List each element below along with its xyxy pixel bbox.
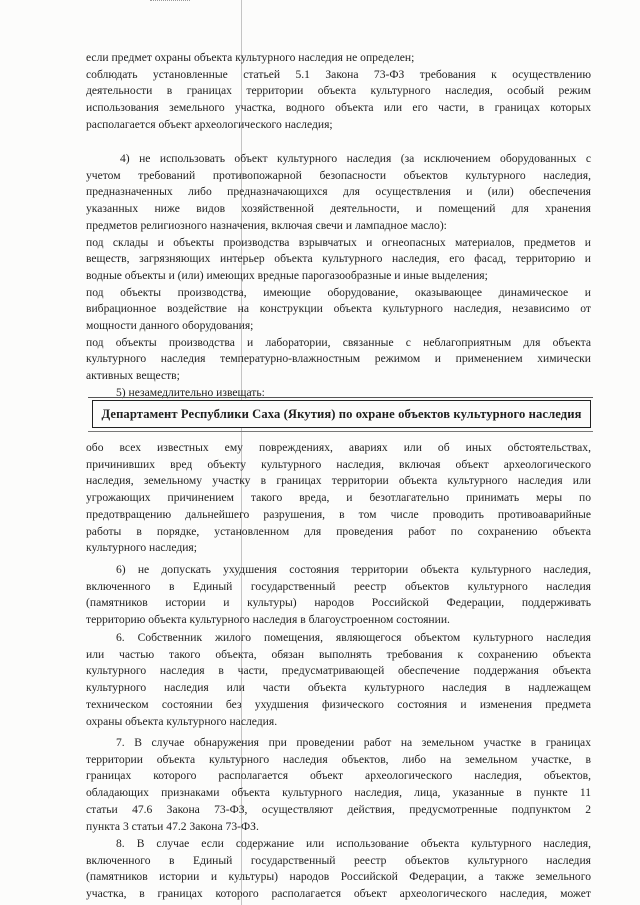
text-line: соблюдать установленные статьей 5.1 Закона 73-ФЗ требования к осуществлению [86,67,591,81]
text-line: учетом требований противопожарной безопасности объектов культурного наследия, [86,168,591,182]
text-line: мощности данного оборудования; [86,319,254,333]
text-line: работы в порядке, установленном для проведения работ по сохранению объекта [86,524,591,538]
text-line: 8. В случае если содержание или использование объекта культурного наследия, [116,837,591,850]
text-line: статьи 47.6 Закона 73-ФЗ, осуществляют действия, предусмотренные подпунктом 2 [86,802,591,816]
text-line: включенного в Единый государственный реестр объектов культурного наследия [86,579,591,593]
text-line: использования земельного участка, водного объекта или его части, в границах которых [86,101,591,115]
text-line: участка, в границах которого располагается объект археологического наследия, может [86,887,591,901]
text-line: 7. В случае обнаружения при проведении работ на земельном участке в границах [116,736,591,749]
text-line: культурного наследия температурно-влажностным режимом и применением химически [86,352,591,366]
text-line: обладающих признаками объекта культурного наследия, лица, указанные в пункте 11 [86,786,591,800]
text-line: включенного в Единый государственный реестр объектов культурного наследия [86,853,591,867]
text-line: наследия, земельному участку в границах территории объекта культурного наследия или [86,474,591,488]
text-line: 6) не допускать ухудшения состояния территории объекта культурного наследия, [116,563,591,576]
text-line: территорию объекта культурного наследия в благоустроенном состоянии. [86,613,450,627]
text-line: (памятников истории и культуры) народов Российской Федерации, поддерживать [86,596,591,610]
text-line: обо всех известных ему повреждениях, авариях или об иных обстоятельствах, [86,441,591,454]
text-line: 5) незамедлительно извещать: [116,385,265,399]
text-line: территории объекта культурного наследия объектов, либо на земельном участке, в [86,752,591,766]
text-line: если предмет охраны объекта культурного наследия не определен; [86,51,415,64]
text-line: деятельности в границах территории объекта культурного наследия, особый режим [86,84,591,98]
text-line: под объекты производства и лаборатории, связанные с неблагоприятным для объекта [86,335,591,349]
text-line: предотвращению дальнейшего разрушения, в том числе проводить противоаварийные [86,507,591,521]
text-line: причинивших вред объекту культурного наследия, включая объект археологического [86,457,591,471]
text-line: предметов религиозного назначения, включая свечи и лампадное масло): [86,218,447,232]
text-line: 6. Собственник жилого помещения, являющегося объектом культурного наследия [116,631,591,644]
paragraph-item-4-5 [86,151,591,402]
text-line: 4) не использовать объект культурного наследия (за исключением оборудованных с [120,152,591,165]
text-line: или частью такого объекта, обязан выполнять требования к сохранению объекта [86,647,591,661]
text-line: охраны объекта культурного наследия. [86,714,278,728]
text-line: пункта 3 статьи 47.2 Закона 73-ФЗ. [86,819,259,833]
scan-mark [150,0,190,5]
text-line: под объекты производства, имеющие оборудование, оказывающее динамическое и [86,285,591,299]
text-line: водные объекты и (или) имеющих вредные парогазообразные и иные выделения; [86,268,488,282]
text-line: техническом состоянии без ухудшения физического состояния и изменения предмета [86,697,591,711]
paragraph-section-6 [86,630,591,730]
department-stamp: Департамент Республики Саха (Якутия) по охране объектов культурного наследия [92,400,591,428]
text-line: культурного наследия; [86,541,197,555]
text-line: границах которого располагается объект археологического наследия, объектов, [86,769,591,783]
text-line: культурного наследия в части, предусматривающей обеспечение поддержания объекта [86,664,591,678]
text-line: культурного наследия или части объекта культурного наследия в надлежащем [86,681,591,695]
text-line: угрожающих причинением такого вреда, и безотлагательно принимать меры по [86,491,591,505]
text-line: активных веществ; [86,369,180,383]
text-line: (памятников истории и культуры) народов Российской Федерации, а также земельного [86,870,591,884]
paragraph-section-7 [86,735,591,835]
text-line: вибрационное воздействие на конструкции объекта культурного наследия, независимо от [86,302,591,316]
text-line: располагается объект археологического наследия; [86,117,333,131]
paragraph-section-8 [86,836,591,903]
paragraph-notification [86,440,591,557]
text-line: предназначенных либо предназначающихся для осуществления и (или) обеспечения [86,185,591,199]
text-line: веществ, загрязняющих интерьер объекта культурного наследия, его фасад, территорию и [86,252,591,266]
text-line: указанных ниже видов хозяйственной деятельности, и помещений для хранения [86,202,591,216]
paragraph-item-6 [86,562,591,629]
paragraph-preservation-regime [86,50,591,134]
text-line: под склады и объекты производства взрывчатых и огнеопасных материалов, предметов и [86,235,591,249]
